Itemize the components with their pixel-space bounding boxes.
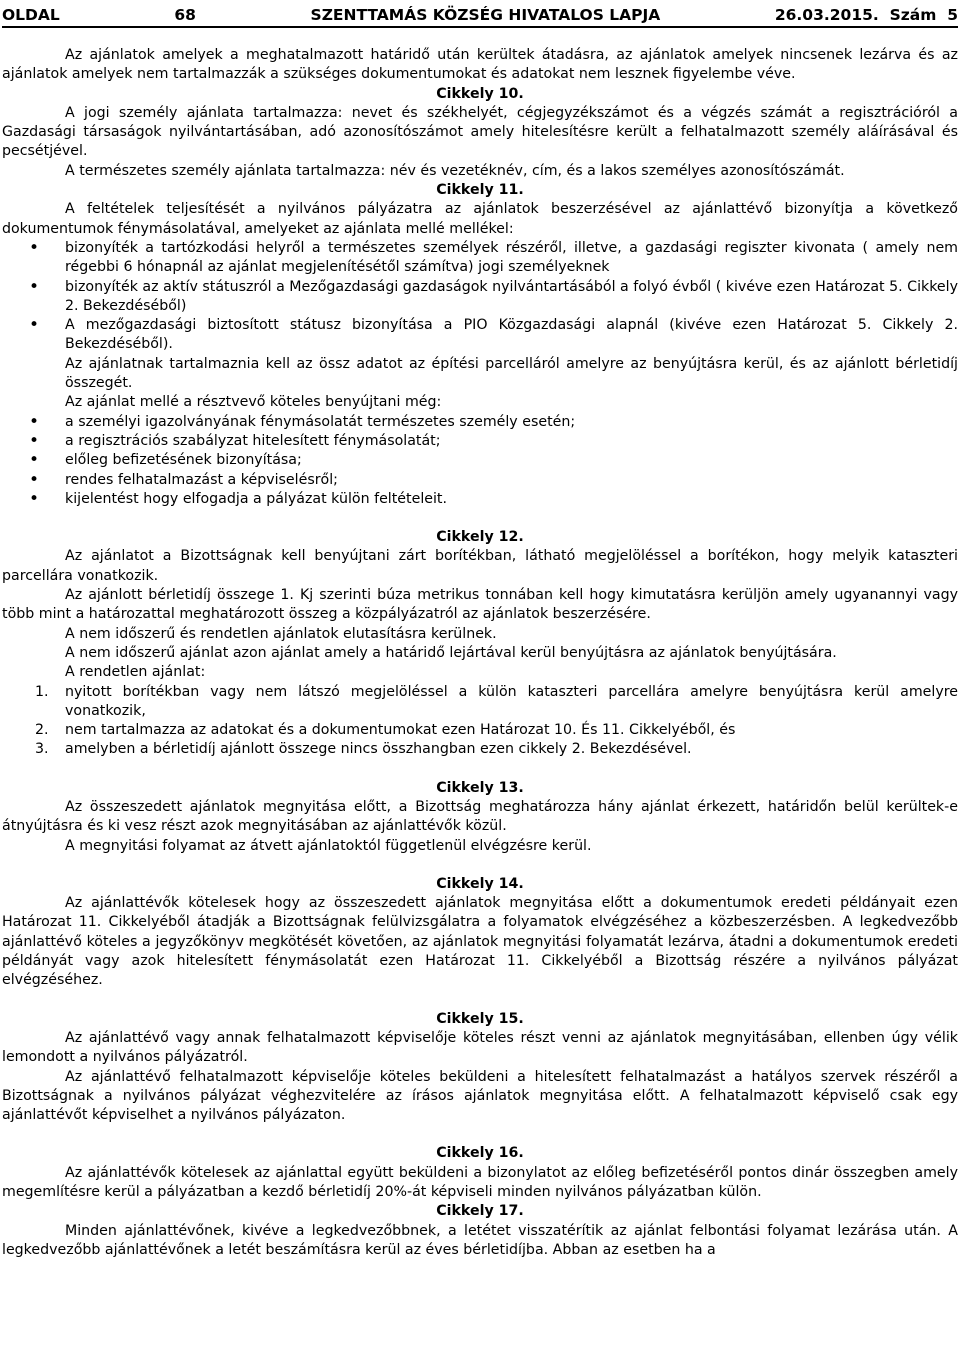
article-12-paragraph-3: A nem időszerű és rendetlen ajánlatok elutasításra kerülnek. <box>65 625 497 642</box>
list-item: • a személyi igazolványának fénymásolatát természetes személy esetén; <box>2 413 958 432</box>
article-11-paragraph-1: A feltételek teljesítését a nyilvános pályázatra az ajánlatok beszerzésével az ajánlattévő bizonyítja a következő dokumentumok fénymásolatával, amelyeket az ajánlata mellé mellékel: <box>2 201 958 237</box>
article-12-numbered-list <box>2 683 958 760</box>
article-17-heading: Cikkely 17. <box>436 1203 524 1220</box>
header-oldal: OLDAL <box>2 6 60 24</box>
list-item-text: nem tartalmazza az adatokat és a dokumentumokat ezen Határozat 10. És 11. Cikkelyéből, és <box>65 722 736 739</box>
list-item <box>2 721 958 740</box>
article-11-bullet-list-2 <box>2 413 958 509</box>
list-item-text: nyitott borítékban vagy nem látszó megjelöléssel a külön kataszteri parcellára amelyre benyújtásra kerül amelyre vonatkozik, <box>65 683 958 719</box>
article-12-heading: Cikkely 12. <box>436 529 524 546</box>
list-item-text: amelyben a bérletidíj ajánlott összege nincs összhangban ezen cikkely 2. Bekezdésével. <box>65 741 692 758</box>
article-13-heading: Cikkely 13. <box>436 779 524 796</box>
header-journal-title: SZENTTAMÁS KÖZSÉG HIVATALOS LAPJA <box>310 6 661 24</box>
article-12-paragraph-1: Az ajánlatot a Bizottságnak kell benyújtani zárt borítékban, látható megjelöléssel a borítékon, hogy melyik kataszteri parcellára vonatkozik. <box>2 548 958 584</box>
intro-paragraph: Az ajánlatok amelyek a meghatalmazott határidő után kerültek átadásra, az ajánlatok amelyek nincsenek lezárva és az ajánlatok amelyek nem tartalmazzák a szükséges dokumentumokat és adatokat nem lesznek figyelembe véve. <box>2 47 958 83</box>
list-item: • A mezőgazdasági biztosított státusz bizonyítása a PIO Közgazdasági alapnál (kivéve ezen Határozat 5. Cikkely 2. Bekezdéséből). <box>2 316 958 355</box>
article-15-heading: Cikkely 15. <box>436 1010 524 1027</box>
article-11-heading: Cikkely 11. <box>436 182 524 199</box>
article-12-paragraph-2: Az ajánlott bérletidíj összege 1. Kj szerinti búza metrikus tonnában kell hogy kimutatásra kerüljön amely ugyanannyi vagy több mint a határozattal meghatározott összeg a közpályázatról az ajánlatok beszerzésére. <box>2 587 958 623</box>
article-10-paragraph-2: A természetes személy ajánlata tartalmazza: név és vezetéknév, cím, és a lakos személyes azonosítószámát. <box>65 162 845 179</box>
article-11-subparagraph-1: Az ajánlatnak tartalmaznia kell az össz adatot az építési parcelláról amelyre az benyújtásra kerül, és az ajánlott bérletidíj összegét. <box>65 355 958 392</box>
list-item: • előleg befizetésének bizonyítása; <box>2 451 958 470</box>
list-item-number: 2. <box>35 722 49 739</box>
list-item: • a regisztrációs szabályzat hitelesített fénymásolatát; <box>2 432 958 451</box>
list-item <box>2 683 958 722</box>
article-14-heading: Cikkely 14. <box>436 875 524 892</box>
article-13-paragraph-1: Az összeszedett ajánlatok megnyitása előtt, a Bizottság meghatározza hány ajánlat érkezett, határidőn belül kerültek-e átnyújtásra és ki vesz részt azok megnyitásában az ajánlattévők közül. <box>2 798 958 835</box>
list-item: • bizonyíték az aktív státuszról a Mezőgazdasági gazdaságok nyilvántartásából a folyó évből ( kivéve ezen Határozat 5. Cikkely 2. Bekezdéséből) <box>2 278 958 317</box>
header-date: 26.03.2015. Szám 5 <box>774 6 958 24</box>
article-12-paragraph-5: A rendetlen ajánlat: <box>65 664 206 681</box>
list-item-number: 3. <box>35 741 49 758</box>
article-13-paragraph-2: A megnyitási folyamat az átvett ajánlatoktól függetlenül elvégzésre kerül. <box>65 837 592 854</box>
article-16-paragraph-1: Az ajánlattévők kötelesek az ajánlattal együtt beküldeni a bizonylatot az előleg befizetéséről pontos dinár összegben amely megemlítésre kerül a pályázatban a kezdő bérletidíj 20%-át képviseli minden nyilvános pályázatban külön. <box>2 1164 958 1201</box>
article-15-paragraph-1: Az ajánlattévő vagy annak felhatalmazott képviselője köteles részt venni az ajánlatok megnyitásában, ellenben úgy vélik lemondott a nyilvános pályázatról. <box>2 1029 958 1066</box>
article-16-heading: Cikkely 16. <box>436 1145 524 1162</box>
list-item: • rendes felhatalmazást a képviselésről; <box>2 471 958 490</box>
article-10-heading: Cikkely 10. <box>436 85 524 102</box>
article-17-paragraph-1: Minden ajánlattévőnek, kivéve a legkedvezőbbnek, a letétet visszatérítik az ajánlat felbontási folyamat lezárása után. A legkedvezőbb ajánlattévőnek a letét beszámításra kerül az éves bérletidíjba. Abban az esetben ha a <box>2 1222 958 1258</box>
document-body <box>2 46 958 1260</box>
list-item-number: 1. <box>35 683 49 700</box>
list-item: • bizonyíték a tartózkodási helyről a természetes személyek részéről, illetve, a gazdasági regiszter kivonata ( amely nem régebbi 6 hónapnál az ajánlat megjelenítésétől számítva) jogi személyeknek <box>2 239 958 278</box>
list-item <box>2 740 958 759</box>
article-15-paragraph-2: Az ajánlattévő felhatalmazott képviselője köteles beküldeni a hitelesített felhatalmazást a hatályos szervek részéről a Bizottságnak a nyilvános pályázat véghezvitelére az írásos ajánlatok megnyitása előtt. A felhatalmazott képviselő csak egy ajánlattévőt képviselhet a nyilvános pályázaton. <box>2 1068 958 1124</box>
article-10-paragraph-1: A jogi személy ajánlata tartalmazza: nevet és székhelyét, cégjegyzékszámot és a végzés számát a regisztrációról a Gazdasági társaságok nyilvántartásában, adó azonosítószámot amely hitelesítésre került a felhatalmazott személy aláírásával és pecsétjével. <box>2 104 958 160</box>
article-12-paragraph-4: A nem időszerű ajánlat azon ajánlat amely a határidő lejártával kerül benyújtásra az ajánlatok benyújtására. <box>65 644 837 661</box>
article-11-bullet-list-1 <box>2 239 958 355</box>
article-11-subparagraph-2: Az ajánlat mellé a résztvevő köteles benyújtani még: <box>65 394 442 411</box>
page-header <box>2 0 958 28</box>
header-page-number: 68 <box>174 6 196 24</box>
article-14-paragraph-1: Az ajánlattévők kötelesek hogy az összeszedett ajánlatok megnyitása előtt a dokumentumok eredeti példányait ezen Határozat 11. Cikkelyéből átadják a Bizottságnak felülvizsgálatra a folyamatok elvégzéséhez a közbeszerzésben. A legkedvezőbb ajánlattévő köteles a jegyzőkönyv megkötését követően, az ajánlatok megnyitási folyamatát lezárva, átadni a dokumentumok eredeti példányát vagy azok hitelesített fénymásolatát ezen Határozat 11. Cikkelyéből a Bizottság részére a nyilvános pályázat elvégzéséhez. <box>2 895 958 989</box>
list-item: • kijelentést hogy elfogadja a pályázat külön feltételeit. <box>2 490 958 509</box>
